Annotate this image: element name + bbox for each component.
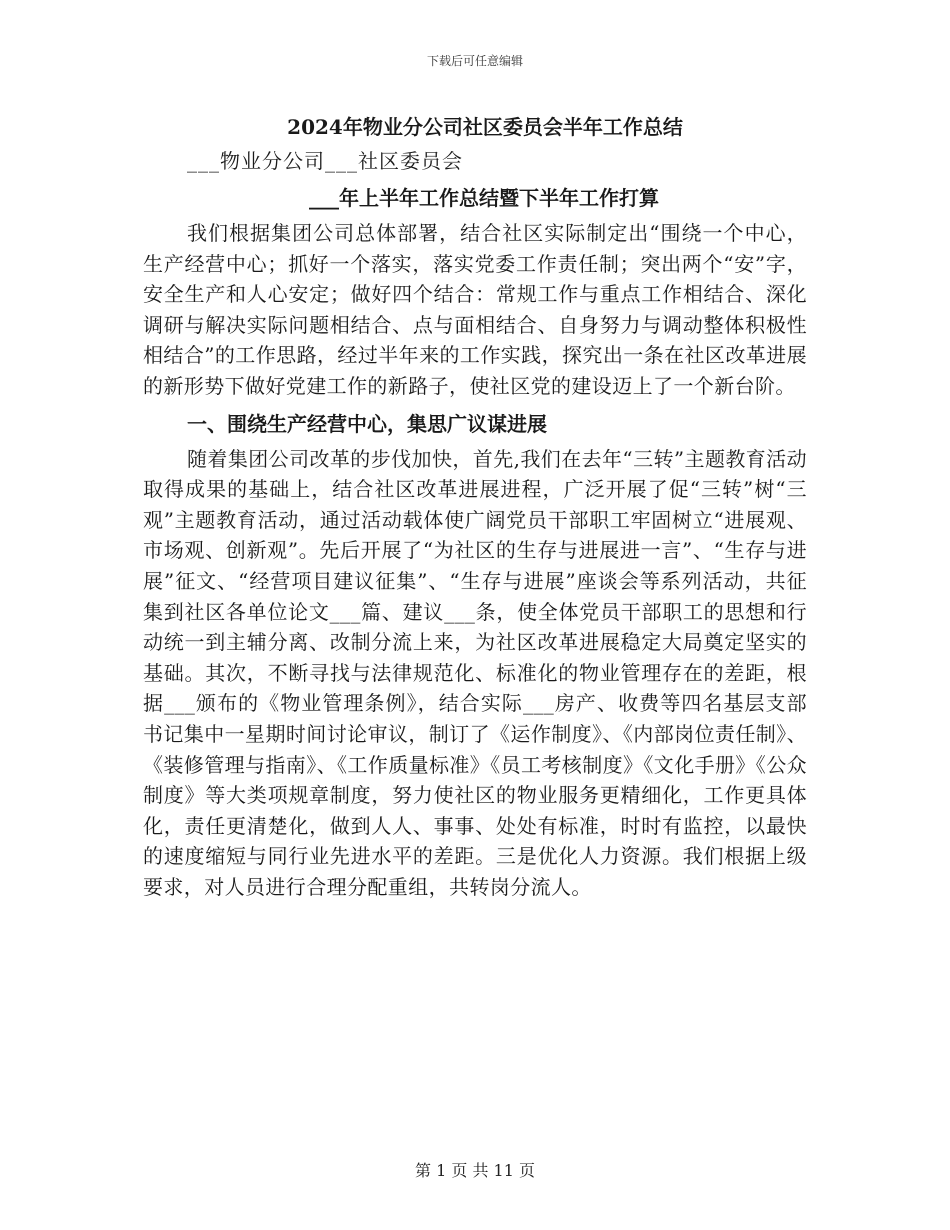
header-note: 下载后可任意编辑 — [426, 54, 523, 68]
intro-paragraph: 我们根据集团公司总体部署，结合社区实际制定出“围绕一个中心，生产经营中心；抓好一个落实，落实党委工作责任制；突出两个“安”字，安全生产和人心安定；做好四个结合：常规工作与重点工作相结合、深化调研与解决实际问题相结合、点与面相结合、自身努力与调动整体积极性相结合”的工作思路，经过半年来的工作实践，探究出一条在社区改革进展的新形势下做好党建工作的新路子，使社区党的建设迈上了一个新台阶。 — [143, 221, 807, 398]
section-heading-1: 一、围绕生产经营中心，集思广议谋进展 — [187, 411, 547, 436]
page-number: 第 1 页 共 11 页 — [415, 1161, 535, 1180]
document-title: 2024年物业分公司社区委员会半年工作总结 — [287, 115, 683, 139]
document-subtitle: ___年上半年工作总结暨下半年工作打算 — [309, 186, 659, 210]
organization-line: ___物业分公司___社区委员会 — [187, 149, 463, 173]
section-1-paragraph: 随着集团公司改革的步伐加快，首先,我们在去年“三转”主题教育活动取得成果的基础上，结合社区改革进展进程，广泛开展了促“三转”树“三观”主题教育活动，通过活动载体使广阔党员干部职工牢固树立“进展观、市场观、创新观”。先后开展了“为社区的生存与进展进一言”、“生存与进展”征文、“经营项目建议征集”、“生存与进展”座谈会等系列活动，共征集到社区各单位论文___篇、建议___条，使全体党员干部职工的思想和行动统一到主辅分离、改制分流上来，为社区改革进展稳定大局奠定坚实的基础。其次，不断寻找与法律规范化、标准化的物业管理存在的差距，根据___颁布的《物业管理条例》，结合实际___房产、收费等四名基层支部书记集中一星期时间讨论审议，制订了《运作制度》、《内部岗位责任制》、《装修管理与指南》、《工作质量标准》《员工考核制度》《文化手册》《公众制度》等大类项规章制度，努力使社区的物业服务更精细化，工作更具体化，责任更清楚化，做到人人、事事、处处有标准，时时有监控，以最快的速度缩短与同行业先进水平的差距。三是优化人力资源。我们根据上级要求，对人员进行合理分配重组，共转岗分流人。 — [143, 446, 807, 899]
document-body — [143, 110, 807, 902]
